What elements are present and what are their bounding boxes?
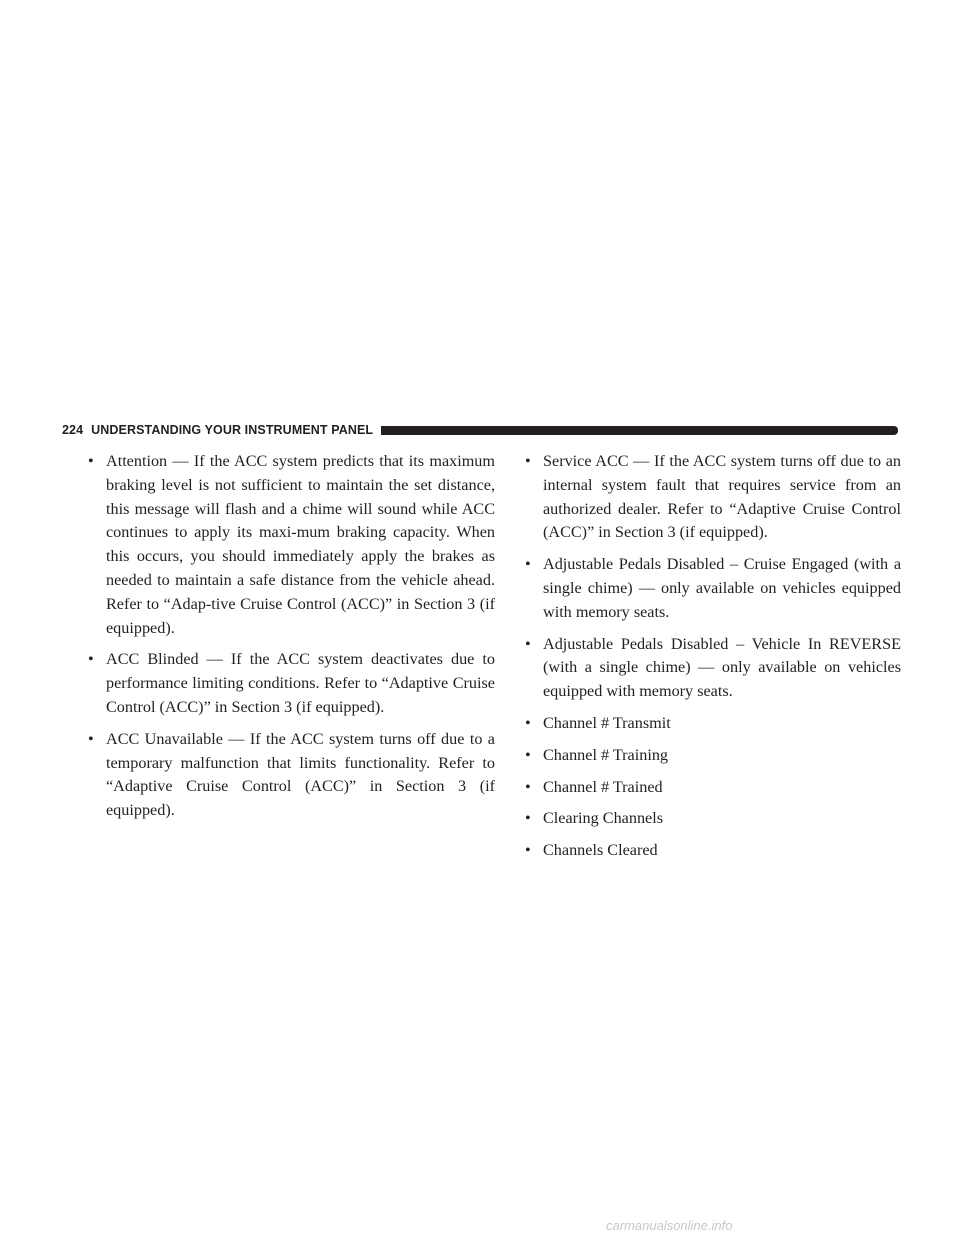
list-item bbox=[520, 450, 901, 545]
bullet: • bbox=[525, 841, 531, 860]
list-item bbox=[83, 648, 495, 719]
list-item bbox=[520, 776, 901, 800]
list-item bbox=[83, 450, 495, 640]
list-item-text: Channel # Transmit bbox=[543, 713, 671, 732]
bullet: • bbox=[525, 809, 531, 828]
list-item bbox=[520, 553, 901, 624]
bullet: • bbox=[525, 555, 531, 574]
page-number: 224 bbox=[62, 423, 84, 437]
page-header bbox=[62, 422, 898, 438]
section-title: UNDERSTANDING YOUR INSTRUMENT PANEL bbox=[91, 423, 374, 437]
list-item-text: Channels Cleared bbox=[543, 841, 658, 860]
list-item bbox=[520, 712, 901, 736]
bullet: • bbox=[525, 634, 531, 653]
bullet: • bbox=[525, 745, 531, 764]
list-item-text: ACC Unavailable — If the ACC system turns off due to a temporary malfunction that limits functionality. Refer to “Adaptive Cruise Control (ACC)” in Section 3 (if equipped). bbox=[106, 729, 495, 820]
bullet: • bbox=[525, 452, 531, 470]
left-column bbox=[83, 450, 495, 831]
list-item bbox=[520, 744, 901, 768]
header-rule bbox=[381, 426, 898, 435]
list-item-text: Adjustable Pedals Disabled – Vehicle In REVERSE (with a single chime) — only available on vehicles equipped with memory seats. bbox=[543, 634, 901, 701]
list-item bbox=[83, 728, 495, 823]
list-item bbox=[520, 839, 901, 863]
right-column bbox=[520, 450, 901, 871]
list-item-text: Adjustable Pedals Disabled – Cruise Engaged (with a single chime) — only available on vehicles equipped with memory seats. bbox=[543, 555, 901, 621]
bullet: • bbox=[88, 729, 94, 748]
list-item-text: Attention — If the ACC system predicts that its maximum braking level is not sufficient to maintain the set distance, this message will flash and a chime will sound while ACC continues to apply its maxi-mum braking capacity. When this occurs, you should immediately apply the brakes as needed to maintain a safe distance from the vehicle ahead. Refer to “Adap-tive Cruise Control (ACC)” in Section 3 (if equipped). bbox=[106, 452, 495, 637]
list-item-text: Clearing Channels bbox=[543, 809, 664, 828]
list-item bbox=[520, 633, 901, 704]
list-item-text: ACC Blinded — If the ACC system deactivates due to performance limiting conditions. Refer to “Adaptive Cruise Control (ACC)” in Section 3 (if equipped). bbox=[106, 650, 495, 716]
bullet: • bbox=[88, 452, 94, 470]
bullet: • bbox=[88, 650, 94, 669]
bullet: • bbox=[525, 777, 531, 796]
list-item bbox=[520, 807, 901, 831]
list-item-text: Channel # Trained bbox=[543, 777, 663, 796]
bullet: • bbox=[525, 713, 531, 732]
list-item-text: Channel # Training bbox=[543, 745, 669, 764]
site-watermark[interactable]: carmanualsonline.info bbox=[606, 1218, 733, 1233]
list-item-text: Service ACC — If the ACC system turns off due to an internal system fault that requires service from an authorized dealer. Refer to “Adaptive Cruise Control (ACC)” in Section 3 (if equipped). bbox=[543, 452, 901, 542]
